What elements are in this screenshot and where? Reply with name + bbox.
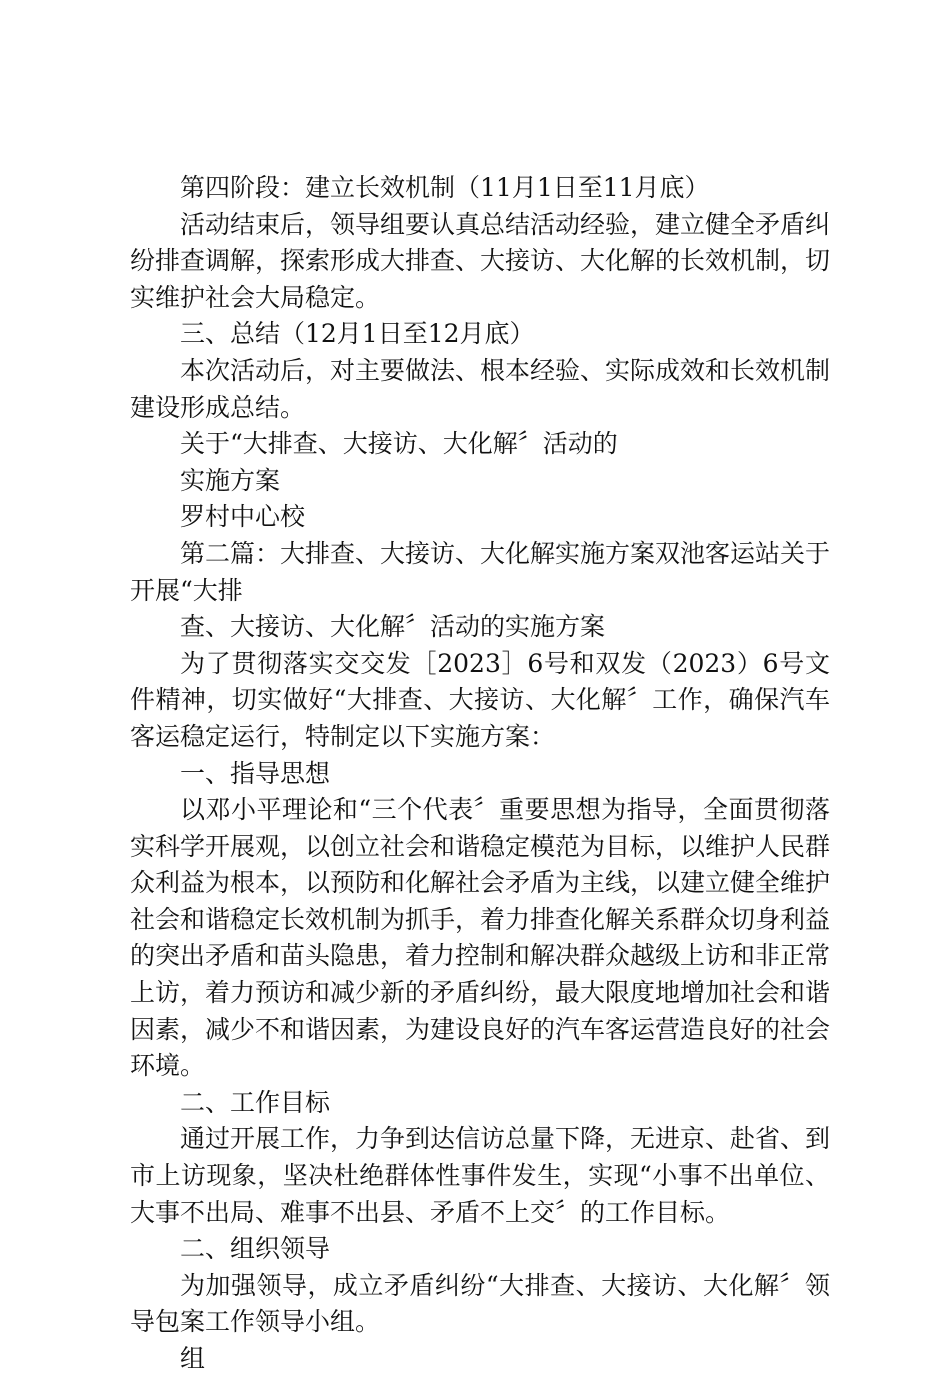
trailing-fragment: 组 (180, 1344, 206, 1373)
stage-four-heading: 第四阶段：建立长效机制（11月1日至11月底） (180, 173, 710, 202)
stage-four-paragraph: 活动结束后，领导组要认真总结活动经验，建立健全矛盾纠纷排查调解，探索形成大排查、大接访、大化解的长效机制，切实维护社会大局稳定。 (130, 209, 831, 312)
document-body (130, 170, 830, 1378)
school-name: 罗村中心校 (180, 502, 306, 532)
chapter-two-title-line-2: 查、大接访、大化解〞活动的实施方案 (180, 612, 606, 642)
intro-paragraph: 为了贯彻落实交交发［2023］6号和双发（2023）6号文件精神，切实做好“大排查、大接访、大化解〞工作，确保汽车客运稳定运行，特制定以下实施方案： (130, 648, 830, 751)
chapter-two-title-line-1: 第二篇：大排查、大接访、大化解实施方案双池客运站关于开展“大排 (130, 538, 831, 605)
organization-heading: 二、组织领导 (180, 1234, 331, 1264)
work-goal-paragraph: 通过开展工作，力争到达信访总量下降，无进京、赴省、到市上访现象，坚决杜绝群体性事件发生，实现“小事不出单位、大事不出局、难事不出县、矛盾不上交〞的工作目标。 (130, 1124, 831, 1227)
plan-title-line-1: 关于“大排查、大接访、大化解〞活动的 (180, 429, 618, 459)
plan-title-line-2: 实施方案 (180, 465, 281, 495)
guiding-thought-paragraph: 以邓小平理论和“三个代表〞重要思想为指导，全面贯彻落实科学开展观，以创立社会和谐稳定模范为目标，以维护人民群众利益为根本，以预防和化解社会矛盾为主线，以建立健全维护社会和谐稳定长效机制为抓手，着力排查化解关系群众切身利益的突出矛盾和苗头隐患，着力控制和解决群众越级上访和非正常上访，着力预访和减少新的矛盾纠纷，最大限度地增加社会和谐因素，减少不和谐因素，为建设良好的汽车客运营造良好的社会环境。 (130, 795, 831, 1081)
organization-paragraph: 为加强领导，成立矛盾纠纷“大排查、大接访、大化解〞领导包案工作领导小组。 (130, 1270, 830, 1337)
summary-heading: 三、总结（12月1日至12月底） (180, 319, 535, 349)
work-goal-heading: 二、工作目标 (180, 1087, 331, 1117)
summary-paragraph: 本次活动后，对主要做法、根本经验、实际成效和长效机制建设形成总结。 (130, 355, 831, 422)
guiding-thought-heading: 一、指导思想 (180, 758, 331, 788)
